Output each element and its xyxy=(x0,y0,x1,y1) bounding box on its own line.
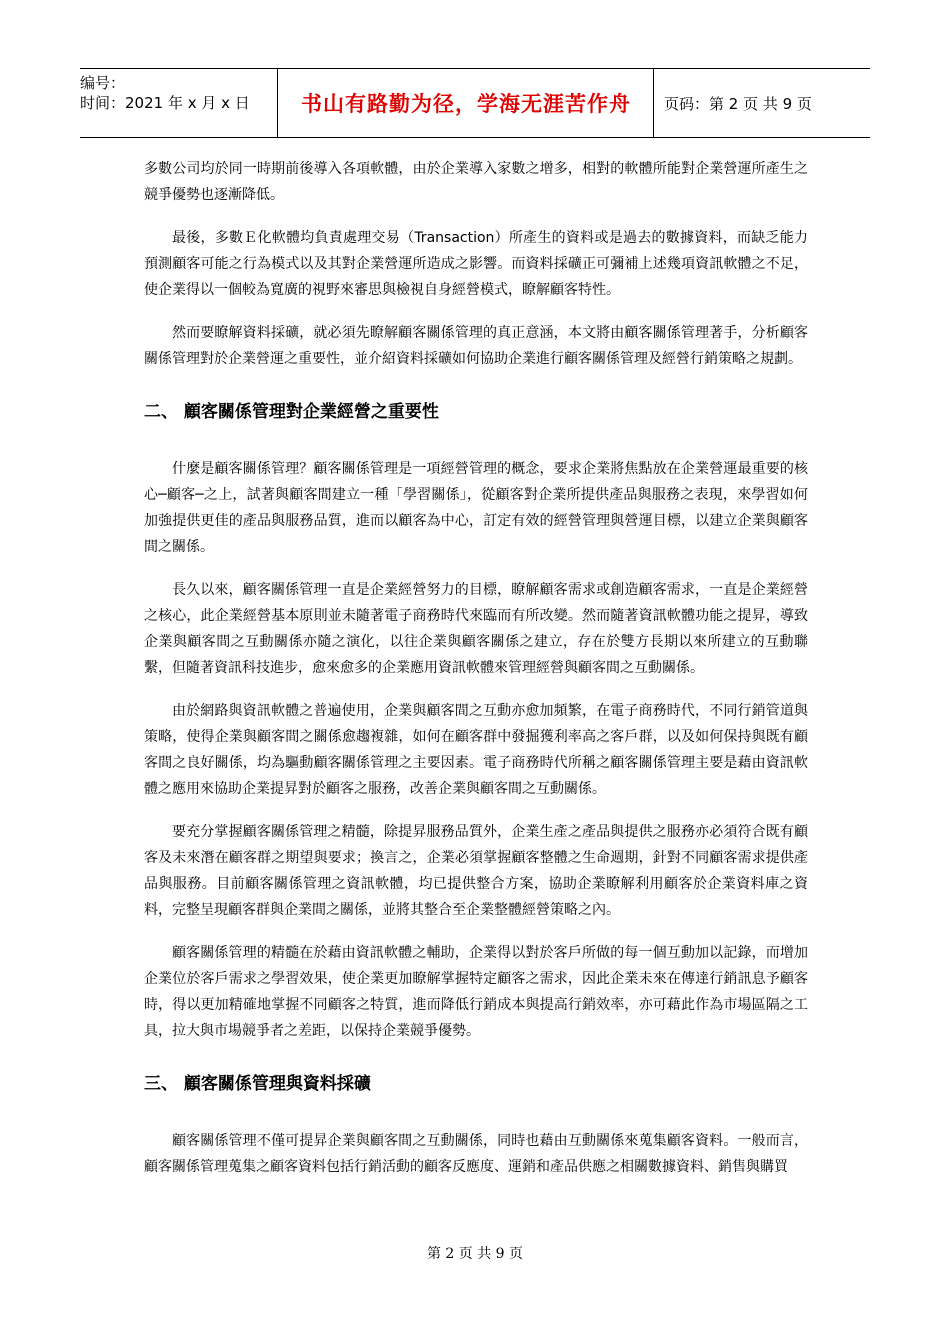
document-time-label: 时间：2021 年 x 月 x 日 xyxy=(80,94,250,112)
paragraph: 最後，多數Ｅ化軟體均負責處理交易（Transaction）所產生的資料或是過去的數據資料，而缺乏能力預測顧客可能之行為模式以及其對企業營運所造成之影響。而資料採礦正可彌補上述幾項資訊軟體之不足，使企業得以一個較為寬廣的視野來審思與檢視自身經營模式，瞭解顧客特性。 xyxy=(144,230,808,298)
section-heading: 二、 顧客關係管理對企業經營之重要性 xyxy=(144,402,439,422)
header-page-number: 页码：第 2 页 共 9 页 xyxy=(664,94,812,113)
header-meta xyxy=(80,69,278,137)
section-heading: 三、 顧客關係管理與資料採礦 xyxy=(144,1074,371,1094)
paragraph: 顧客關係管理不僅可提昇企業與顧客間之互動關係，同時也藉由互動關係來蒐集顧客資料。一般而言，顧客關係管理蒐集之顧客資料包括行銷活動的顧客反應度、運銷和產品供應之相關數據資料、銷售與購買 xyxy=(144,1133,808,1175)
page-header xyxy=(80,68,870,138)
document-body xyxy=(144,156,808,1197)
paragraph: 什麼是顧客關係管理？顧客關係管理是一項經營管理的概念，要求企業將焦點放在企業營運最重要的核心─顧客─之上，試著與顧客間建立一種「學習關係」，從顧客對企業所提供產品與服務之表現，來學習如何加強提供更佳的產品與服務品質，進而以顧客為中心，訂定有效的經營管理與營運目標，以建立企業與顧客間之關係。 xyxy=(144,461,808,555)
paragraph: 多數公司均於同一時期前後導入各項軟體，由於企業導入家數之增多，相對的軟體所能對企業營運所產生之競爭優勢也逐漸降低。 xyxy=(144,161,808,203)
header-motto: 书山有路勤为径，学海无涯苦作舟 xyxy=(301,91,631,116)
header-motto-cell xyxy=(279,69,654,137)
paragraph: 由於網路與資訊軟體之普遍使用，企業與顧客間之互動亦愈加頻繁，在電子商務時代，不同行銷管道與策略，使得企業與顧客間之關係愈趨複雜，如何在顧客群中發掘獲利率高之客戶群，以及如何保持與既有顧客間之良好關係，均為驅動顧客關係管理之主要因素。電子商務時代所稱之顧客關係管理主要是藉由資訊軟體之應用來協助企業提昇對於顧客之服務，改善企業與顧客間之互動關係。 xyxy=(144,703,808,797)
paragraph: 要充分掌握顧客關係管理之精髓，除提昇服務品質外，企業生產之產品與提供之服務亦必須符合既有顧客及未來潛在顧客群之期望與要求；換言之，企業必須掌握顧客整體之生命週期，針對不同顧客需求提供產品與服務。目前顧客關係管理之資訊軟體，均已提供整合方案，協助企業瞭解利用顧客於企業資料庫之資料，完整呈現顧客群與企業間之關係，並將其整合至企業整體經營策略之內。 xyxy=(144,824,808,918)
document-number-label: 编号： xyxy=(80,74,126,92)
paragraph: 長久以來，顧客關係管理一直是企業經營努力的目標，瞭解顧客需求或創造顧客需求，一直是企業經營之核心，此企業經營基本原則並未隨著電子商務時代來臨而有所改變。然而隨著資訊軟體功能之提昇，導致企業與顧客間之互動關係亦隨之演化，以往企業與顧客關係之建立，存在於雙方長期以來所建立的互動聯繫，但隨著資訊科技進步，愈來愈多的企業應用資訊軟體來管理經營與顧客間之互動關係。 xyxy=(144,582,808,676)
page-footer: 第 2 页 共 9 页 xyxy=(426,1246,524,1262)
paragraph: 顧客關係管理的精髓在於藉由資訊軟體之輔助，企業得以對於客戶所做的每一個互動加以記錄，而增加企業位於客戶需求之學習效果，使企業更加瞭解掌握特定顧客之需求，因此企業未來在傳達行銷訊息予顧客時，得以更加精確地掌握不同顧客之特質，進而降低行銷成本與提高行銷效率，亦可藉此作為市場區隔之工具，拉大與市場競爭者之差距，以保持企業競爭優勢。 xyxy=(144,945,808,1039)
paragraph: 然而要瞭解資料採礦，就必須先瞭解顧客關係管理的真正意涵，本文將由顧客關係管理著手，分析顧客關係管理對於企業營運之重要性，並介紹資料採礦如何協助企業進行顧客關係管理及經營行銷策略之規劃。 xyxy=(144,325,808,367)
